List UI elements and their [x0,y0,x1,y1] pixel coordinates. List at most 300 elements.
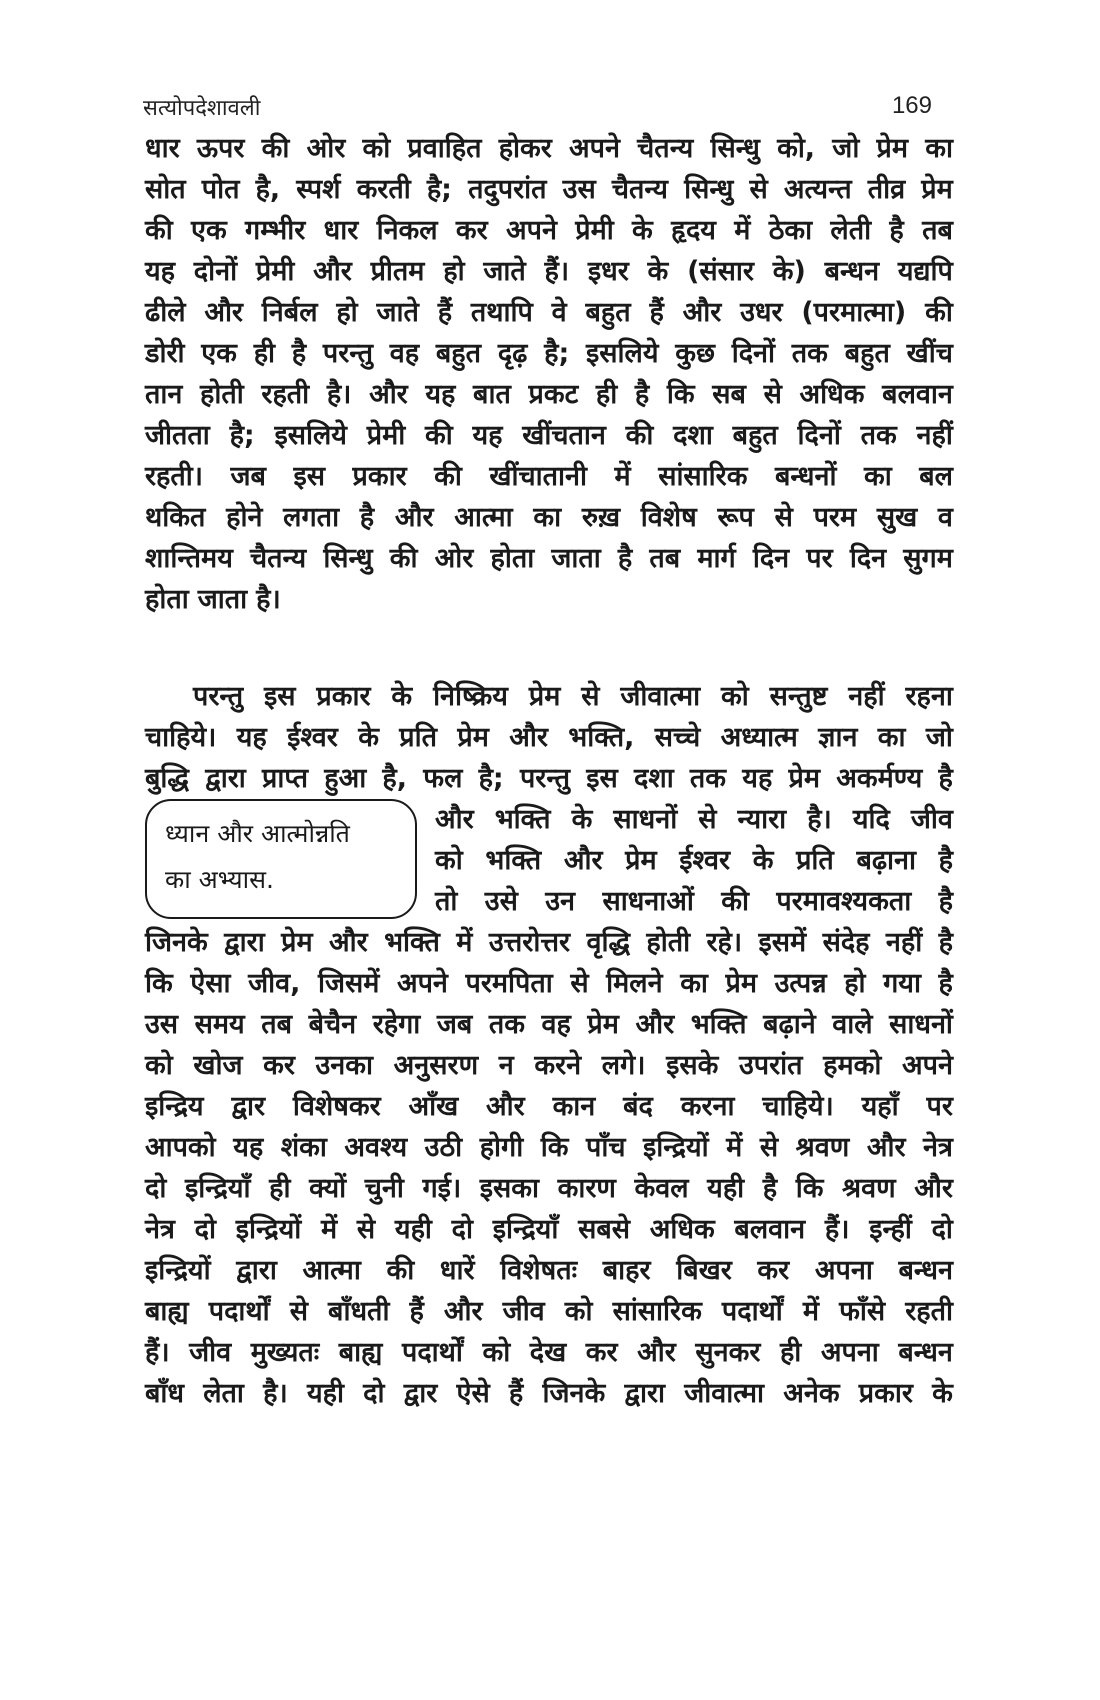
word: और [313,256,352,287]
word: दृढ़ [497,338,528,369]
word: के [358,722,379,753]
word: अवश्य [344,1132,408,1163]
word: ईश्वर [287,722,338,753]
margin-note-line-1: ध्यान और आत्मोन्नति [165,819,350,848]
word: परन्तु [193,681,244,712]
word: दो [194,1214,216,1245]
word: उठी [424,1132,463,1163]
word: यह [472,420,503,451]
word: हो [336,297,358,328]
text-line [145,333,953,374]
word: पदार्थों [208,1296,270,1327]
text-line [435,840,953,881]
word: होगी [479,1132,524,1163]
word: मिलने [606,968,663,999]
word: को [564,1296,593,1327]
word: से [289,1296,308,1327]
word: की [434,461,462,492]
word: इन्द्रियों [145,1255,211,1286]
word: अपने [902,1050,953,1081]
word: है [359,502,375,533]
word: है [938,845,953,876]
word: यदि [852,804,890,835]
word: यह [236,722,267,753]
text-line [145,169,953,210]
word: की [261,133,290,164]
word: अनेक [783,1378,840,1409]
word: हैं। [824,1214,850,1245]
word: रहना [905,681,953,712]
word: बन्धनों [774,461,837,492]
word: बन्धन [898,1255,953,1286]
text-line [145,1004,953,1045]
word: शान्तिमय [145,543,233,574]
word: दो [451,1214,473,1245]
word: है [634,379,650,410]
word: प्रेम [457,722,489,753]
text-line [145,1332,953,1373]
word: वे [551,297,567,328]
word: इन्द्रियाँ [492,1214,559,1245]
word: फाँसे [839,1296,886,1327]
word: जो [925,722,953,753]
word: मार्ग [697,543,736,574]
word: द्वारा [205,763,246,794]
word: न [498,1050,514,1081]
word: दिनों [797,420,841,451]
word: हुआ [324,763,367,794]
word: वृद्धि [586,927,631,958]
word: जीवात्मा [620,681,701,712]
word: एक [191,215,227,246]
word: हैं [437,297,453,328]
word: और [369,379,408,410]
paragraph-2 [145,676,953,1414]
word: आत्मा [302,1255,361,1286]
word: बहुत [585,297,631,328]
word: की [721,886,750,917]
word: जब [230,461,266,492]
word: इन्द्रियों [643,1132,709,1163]
word: बलवान [734,1214,806,1245]
word: अधिक [799,379,865,410]
word: है। [326,379,352,410]
word: दिन [752,543,790,574]
word: है; [426,174,452,205]
word: है [938,886,953,917]
word: यही [707,1173,745,1204]
word: तक [689,763,727,794]
word: सिन्धु [323,543,373,574]
word: की [145,215,173,246]
text-line [145,1045,953,1086]
word: जीव [910,804,953,835]
word: प्रेमी [575,215,614,246]
word: कर [263,1050,295,1081]
word: है। [807,804,832,835]
word: दोनों [193,256,238,287]
word: तब [261,1009,293,1040]
word: अपने [505,215,557,246]
word: पदार्थों [402,1337,463,1368]
word: बढ़ाना [856,845,917,876]
word: वह [541,1009,571,1040]
word: चैतन्य [637,133,694,164]
word: जिसमें [317,968,380,999]
word: खींचतान [522,420,606,451]
word: दो [931,1214,953,1245]
word: का [533,502,562,533]
word: और [435,804,474,835]
word: है। [256,584,281,615]
word: हैं [649,297,664,328]
word: रहे। [706,927,743,958]
word: हो [844,968,866,999]
word: डोरी [145,338,185,369]
word: द्वारा [224,927,265,958]
word: (संसार [687,256,754,287]
word: लेती [830,215,872,246]
word: (परमात्मा) [801,297,907,328]
word: बन्धन [824,256,880,287]
word: के) [772,256,806,287]
word: प्रेम [921,174,953,205]
word: लगे। [601,1050,646,1081]
word: लेता [203,1378,244,1409]
page-number: 169 [891,92,932,119]
word: इन्द्रिय [145,1091,204,1122]
word: परन्तु [519,763,571,794]
word: इस [263,681,296,712]
word: दशा [673,420,713,451]
word: यद्यपि [897,256,953,287]
text-line [145,963,953,1004]
word: और [204,297,243,328]
word: उस [562,174,596,205]
word: उन [545,886,576,917]
word: जीव, [248,968,301,999]
word: सबसे [578,1214,630,1245]
word: उपरांत [738,1050,803,1081]
word: बढ़ाने [763,1009,816,1040]
text-line [145,292,953,333]
word: को [721,681,749,712]
text-line [145,758,953,799]
word: होती [200,379,244,410]
word: बाहर [602,1255,651,1286]
margin-note-line-2: का अभ्यास. [165,865,274,894]
word: उत्तरोत्तर [488,927,571,958]
word: सुगम [903,543,953,574]
word: को, [777,133,816,164]
word: जाता [551,543,601,574]
word: के [647,256,669,287]
word: गया [883,968,921,999]
word: लगता [283,502,340,533]
word: की [389,543,418,574]
word: धारें [439,1255,475,1286]
word: कान [552,1091,596,1122]
word: न्यारा [737,804,787,835]
word: को [145,1050,173,1081]
word: सच्चे [654,722,701,753]
word: ही [253,338,276,369]
word: ईश्वर [679,845,731,876]
word: बहुत [435,338,482,369]
word: कारण [557,1173,616,1204]
word: इन्द्रियाँ [184,1173,251,1204]
text-line [435,799,953,840]
word: हमको [823,1050,882,1081]
text-line [145,415,953,456]
word: प्रति [796,845,834,876]
word: कि [666,379,695,410]
word: जीतता [145,420,210,451]
text-line [145,1127,953,1168]
word: खींच [906,338,953,369]
word: सन्तुष्ट [769,681,828,712]
word: ढीले [145,297,186,328]
word: सब [712,379,746,410]
word: इधर [587,256,629,287]
word: यही [394,1214,432,1245]
word: चैतन्य [611,174,668,205]
word: प्रकट [528,379,579,410]
word: शंका [280,1132,327,1163]
word: परमपिता [465,968,553,999]
text-line [145,1086,953,1127]
word: प्रेम [528,681,561,712]
paragraph-1 [145,128,953,620]
word: तथापि [470,297,533,328]
word: भक्ति [485,845,542,876]
word: ज्ञान [818,722,858,753]
word: एक [201,338,237,369]
word: करती [356,174,411,205]
word: ठेका [768,215,813,246]
word: प्रति [399,722,438,753]
word: बल [919,461,953,492]
word: बाँधती [328,1296,390,1327]
word: बाह्य [338,1337,383,1368]
word: और [682,297,722,328]
word: बाह्य [145,1296,189,1327]
word: स्पर्श [296,174,341,205]
word: नेत्र [145,1214,175,1245]
word: तक [488,1009,525,1040]
word: प्रेमी [255,256,295,287]
word: यह [145,256,175,287]
word: में [614,461,631,492]
word: साधनों [889,1009,953,1040]
word: तब [649,543,681,574]
word: दिनों [731,338,776,369]
word: उसे [484,886,518,917]
word: यही [306,1378,344,1409]
word: आपको [145,1132,216,1163]
word: साधनों [613,804,678,835]
word: को [362,133,391,164]
word: आँख [408,1091,459,1122]
text-line [145,456,953,497]
text-line [145,251,953,292]
word: अपना [820,1337,879,1368]
word: पाँच [586,1132,626,1163]
word: तो [435,886,458,917]
word: खोज [193,1050,243,1081]
word: है [938,927,953,958]
word: बाँध [145,1378,185,1409]
word: तान [145,379,183,410]
word: व [937,502,953,533]
word: को [435,845,463,876]
word: तीव्र [867,174,906,205]
word: में [734,215,751,246]
word: नेत्र [923,1132,953,1163]
word: का [925,133,953,164]
word: केवल [634,1173,689,1204]
word: दो [145,1173,167,1204]
word: प्रकार [858,1378,913,1409]
text-line [145,676,953,717]
word: दो [363,1378,385,1409]
word: बहुत [844,338,890,369]
word: कुछ [675,338,715,369]
word: अत्यन्त [783,174,852,205]
word: जो [832,133,860,164]
word: सांसारिक [612,1296,702,1327]
word: निकल [376,215,438,246]
word: रहती [905,1296,953,1327]
word: धार [145,133,180,164]
word: से [759,1132,779,1163]
word: दिन [849,543,887,574]
word: और [394,502,434,533]
word: थकित [145,502,206,533]
word: पर [806,543,833,574]
word: ही [269,1173,291,1204]
margin-note-wrap-block [165,799,953,922]
word: और [443,1296,483,1327]
word: गई। [422,1173,462,1204]
word: हैं। [544,256,570,287]
word: विशेषकर [292,1091,381,1122]
word: श्रवण [795,1132,850,1163]
word: अध्यात्म [720,722,798,753]
word: को [482,1337,511,1368]
word: जाता [197,584,248,615]
word: द्वारा [236,1255,277,1286]
word: तदुपरांत [468,174,547,205]
word: जब [436,1009,473,1040]
word: यह [233,1132,264,1163]
word: है, [382,763,408,794]
word: इसके [666,1050,719,1081]
word: चाहिये। [762,1091,834,1122]
word: है [889,215,904,246]
word: बेचैन [308,1009,357,1040]
word: वाले [832,1009,873,1040]
word: प्रेम [725,968,758,999]
word: मुख्यतः [250,1337,320,1368]
word: अकर्मण्य [836,763,923,794]
word: हैं। [145,1337,170,1368]
word: ऐसे [456,1378,490,1409]
word: के [752,845,774,876]
word: चाहिये। [145,722,217,753]
text-line [145,922,953,963]
word: का [877,722,906,753]
word: सोत [145,174,186,205]
word: पदार्थों [721,1296,783,1327]
word: कर [455,215,488,246]
word: बंद [623,1091,653,1122]
word: परम [813,502,857,533]
word: जाते [483,256,526,287]
word: ऐसा [190,968,231,999]
word: में [802,1296,820,1327]
word: यह [742,763,773,794]
word: उधर [740,297,783,328]
word: रुख़ [581,502,621,533]
word: विशेषतः [500,1255,578,1286]
text-line [145,497,953,538]
word: प्रीतम [370,256,425,287]
text-line [145,579,953,620]
word: देख [529,1337,567,1368]
text-line [145,1250,953,1291]
text-line [145,1373,953,1414]
word: अपने [396,968,448,999]
word: बलवान [882,379,953,410]
word: रहेगा [372,1009,421,1040]
word: ओर [434,543,474,574]
word: परन्तु [322,338,373,369]
word: निष्क्रिय [433,681,508,712]
word: है; [544,338,570,369]
word: है; [478,763,504,794]
word: भक्ति [384,927,440,958]
word: प्रेम [876,133,909,164]
word: ही [779,1337,802,1368]
word: दशा [634,763,674,794]
word: और [509,722,548,753]
word: प्राप्त [261,763,309,794]
word: की [386,1255,415,1286]
word: बुद्धि [145,763,189,794]
word: है, [255,174,281,205]
word: से [698,804,717,835]
word: क्यों [309,1173,347,1204]
word: ही [595,379,618,410]
word: बन्धन [898,1337,953,1368]
word: और [914,1173,953,1204]
word: इन्द्रियों [235,1214,302,1245]
word: बिखर [676,1255,732,1286]
word: भक्ति [690,1009,747,1040]
word: अपने [569,133,620,164]
word: प्रवाहित [407,133,482,164]
word: से [570,968,589,999]
word: इसमें [758,927,807,958]
word: का [680,968,708,999]
word: से [774,502,793,533]
word: की [925,297,953,328]
word: उस [145,1009,179,1040]
text-line [145,538,953,579]
text-line [145,374,953,415]
word: प्रेमी [366,420,406,451]
